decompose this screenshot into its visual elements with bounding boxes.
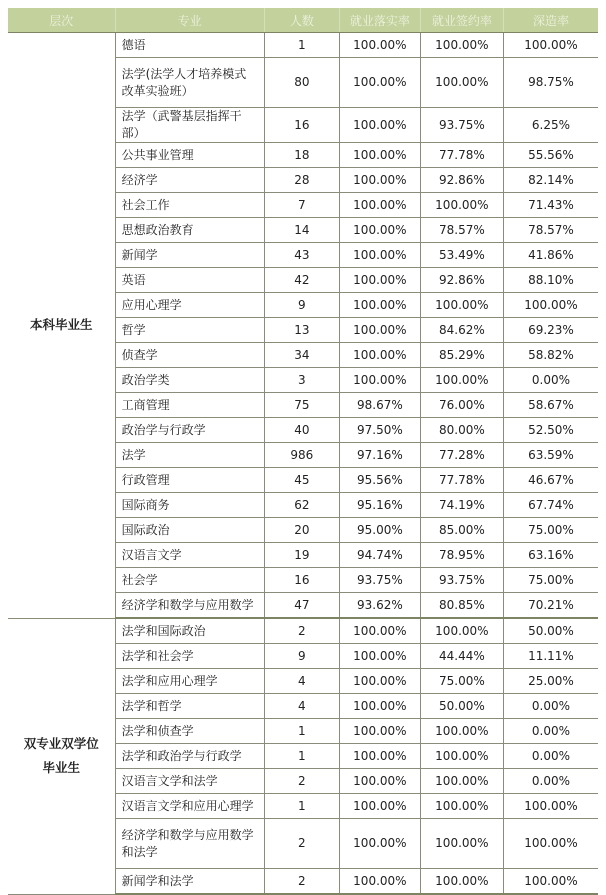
- placement-rate-cell: 100.00%: [339, 108, 420, 143]
- further-study-rate-cell: 67.74%: [503, 493, 598, 518]
- further-study-rate-cell: 75.00%: [503, 518, 598, 543]
- placement-rate-cell: 100.00%: [339, 618, 420, 644]
- further-study-rate-cell: 0.00%: [503, 694, 598, 719]
- further-study-rate-cell: 41.86%: [503, 243, 598, 268]
- major-cell: 法学和政治学与行政学: [115, 744, 264, 769]
- count-cell: 14: [264, 218, 339, 243]
- count-cell: 4: [264, 694, 339, 719]
- placement-rate-cell: 100.00%: [339, 368, 420, 393]
- count-cell: 20: [264, 518, 339, 543]
- signing-rate-cell: 100.00%: [420, 58, 503, 108]
- signing-rate-cell: 100.00%: [420, 368, 503, 393]
- signing-rate-cell: 100.00%: [420, 618, 503, 644]
- count-cell: 43: [264, 243, 339, 268]
- count-cell: 9: [264, 293, 339, 318]
- signing-rate-cell: 78.57%: [420, 218, 503, 243]
- count-cell: 3: [264, 368, 339, 393]
- placement-rate-cell: 100.00%: [339, 719, 420, 744]
- major-cell: 国际政治: [115, 518, 264, 543]
- placement-rate-cell: 98.67%: [339, 393, 420, 418]
- count-cell: 28: [264, 168, 339, 193]
- further-study-rate-cell: 100.00%: [503, 819, 598, 869]
- signing-rate-cell: 100.00%: [420, 819, 503, 869]
- placement-rate-cell: 100.00%: [339, 644, 420, 669]
- placement-rate-cell: 100.00%: [339, 218, 420, 243]
- count-cell: 75: [264, 393, 339, 418]
- major-cell: 政治学类: [115, 368, 264, 393]
- further-study-rate-cell: 75.00%: [503, 568, 598, 593]
- placement-rate-cell: 100.00%: [339, 869, 420, 895]
- placement-rate-cell: 100.00%: [339, 669, 420, 694]
- header-count: 人数: [264, 8, 339, 33]
- further-study-rate-cell: 88.10%: [503, 268, 598, 293]
- signing-rate-cell: 77.28%: [420, 443, 503, 468]
- table-row: [8, 33, 598, 58]
- placement-rate-cell: 100.00%: [339, 193, 420, 218]
- major-cell: 英语: [115, 268, 264, 293]
- count-cell: 16: [264, 108, 339, 143]
- placement-rate-cell: 100.00%: [339, 769, 420, 794]
- level-cell: 本科毕业生: [8, 33, 115, 619]
- count-cell: 13: [264, 318, 339, 343]
- major-cell: 国际商务: [115, 493, 264, 518]
- further-study-rate-cell: 63.16%: [503, 543, 598, 568]
- further-study-rate-cell: 0.00%: [503, 368, 598, 393]
- further-study-rate-cell: 100.00%: [503, 293, 598, 318]
- level-cell: 双专业双学位毕业生: [8, 618, 115, 894]
- major-cell: 政治学与行政学: [115, 418, 264, 443]
- major-cell: 德语: [115, 33, 264, 58]
- placement-rate-cell: 100.00%: [339, 343, 420, 368]
- major-cell: 社会工作: [115, 193, 264, 218]
- further-study-rate-cell: 82.14%: [503, 168, 598, 193]
- further-study-rate-cell: 46.67%: [503, 468, 598, 493]
- placement-rate-cell: 100.00%: [339, 744, 420, 769]
- major-cell: 法学和国际政治: [115, 618, 264, 644]
- count-cell: 42: [264, 268, 339, 293]
- count-cell: 1: [264, 33, 339, 58]
- table-row: [8, 618, 598, 644]
- further-study-rate-cell: 100.00%: [503, 869, 598, 895]
- count-cell: 986: [264, 443, 339, 468]
- count-cell: 1: [264, 719, 339, 744]
- signing-rate-cell: 100.00%: [420, 769, 503, 794]
- major-cell: 法学和哲学: [115, 694, 264, 719]
- count-cell: 16: [264, 568, 339, 593]
- major-cell: 法学（武警基层指挥干部）: [115, 108, 264, 143]
- placement-rate-cell: 100.00%: [339, 58, 420, 108]
- further-study-rate-cell: 52.50%: [503, 418, 598, 443]
- header-placement-rate: 就业落实率: [339, 8, 420, 33]
- major-cell: 新闻学: [115, 243, 264, 268]
- signing-rate-cell: 100.00%: [420, 744, 503, 769]
- placement-rate-cell: 97.50%: [339, 418, 420, 443]
- signing-rate-cell: 74.19%: [420, 493, 503, 518]
- count-cell: 2: [264, 869, 339, 895]
- table-header: [8, 8, 598, 33]
- placement-rate-cell: 100.00%: [339, 243, 420, 268]
- count-cell: 19: [264, 543, 339, 568]
- signing-rate-cell: 77.78%: [420, 468, 503, 493]
- header-row: [8, 8, 598, 33]
- header-major: 专业: [115, 8, 264, 33]
- header-further-study-rate: 深造率: [503, 8, 598, 33]
- major-cell: 法学(法学人才培养模式改革实验班）: [115, 58, 264, 108]
- major-cell: 法学: [115, 443, 264, 468]
- placement-rate-cell: 100.00%: [339, 143, 420, 168]
- placement-rate-cell: 94.74%: [339, 543, 420, 568]
- header-signing-rate: 就业签约率: [420, 8, 503, 33]
- major-cell: 经济学和数学与应用数学: [115, 593, 264, 619]
- major-cell: 经济学: [115, 168, 264, 193]
- count-cell: 2: [264, 769, 339, 794]
- placement-rate-cell: 100.00%: [339, 168, 420, 193]
- further-study-rate-cell: 69.23%: [503, 318, 598, 343]
- count-cell: 1: [264, 744, 339, 769]
- count-cell: 18: [264, 143, 339, 168]
- signing-rate-cell: 85.29%: [420, 343, 503, 368]
- major-cell: 应用心理学: [115, 293, 264, 318]
- signing-rate-cell: 76.00%: [420, 393, 503, 418]
- major-cell: 经济学和数学与应用数学和法学: [115, 819, 264, 869]
- placement-rate-cell: 100.00%: [339, 819, 420, 869]
- major-cell: 公共事业管理: [115, 143, 264, 168]
- major-cell: 汉语言文学和法学: [115, 769, 264, 794]
- placement-rate-cell: 95.56%: [339, 468, 420, 493]
- signing-rate-cell: 80.85%: [420, 593, 503, 619]
- placement-rate-cell: 95.00%: [339, 518, 420, 543]
- signing-rate-cell: 92.86%: [420, 268, 503, 293]
- further-study-rate-cell: 58.67%: [503, 393, 598, 418]
- count-cell: 62: [264, 493, 339, 518]
- further-study-rate-cell: 6.25%: [503, 108, 598, 143]
- further-study-rate-cell: 0.00%: [503, 719, 598, 744]
- count-cell: 2: [264, 618, 339, 644]
- further-study-rate-cell: 100.00%: [503, 794, 598, 819]
- count-cell: 34: [264, 343, 339, 368]
- count-cell: 9: [264, 644, 339, 669]
- major-cell: 法学和社会学: [115, 644, 264, 669]
- further-study-rate-cell: 50.00%: [503, 618, 598, 644]
- placement-rate-cell: 100.00%: [339, 694, 420, 719]
- signing-rate-cell: 75.00%: [420, 669, 503, 694]
- placement-rate-cell: 95.16%: [339, 493, 420, 518]
- signing-rate-cell: 100.00%: [420, 719, 503, 744]
- placement-rate-cell: 100.00%: [339, 794, 420, 819]
- count-cell: 47: [264, 593, 339, 619]
- major-cell: 汉语言文学和应用心理学: [115, 794, 264, 819]
- major-cell: 工商管理: [115, 393, 264, 418]
- table-body: [8, 33, 598, 895]
- count-cell: 80: [264, 58, 339, 108]
- major-cell: 法学和侦查学: [115, 719, 264, 744]
- placement-rate-cell: 100.00%: [339, 318, 420, 343]
- further-study-rate-cell: 98.75%: [503, 58, 598, 108]
- signing-rate-cell: 78.95%: [420, 543, 503, 568]
- count-cell: 2: [264, 819, 339, 869]
- signing-rate-cell: 100.00%: [420, 794, 503, 819]
- further-study-rate-cell: 11.11%: [503, 644, 598, 669]
- signing-rate-cell: 100.00%: [420, 869, 503, 895]
- signing-rate-cell: 93.75%: [420, 108, 503, 143]
- major-cell: 社会学: [115, 568, 264, 593]
- signing-rate-cell: 84.62%: [420, 318, 503, 343]
- signing-rate-cell: 100.00%: [420, 193, 503, 218]
- placement-rate-cell: 93.75%: [339, 568, 420, 593]
- major-cell: 法学和应用心理学: [115, 669, 264, 694]
- signing-rate-cell: 93.75%: [420, 568, 503, 593]
- placement-rate-cell: 97.16%: [339, 443, 420, 468]
- further-study-rate-cell: 58.82%: [503, 343, 598, 368]
- major-cell: 新闻学和法学: [115, 869, 264, 895]
- further-study-rate-cell: 0.00%: [503, 769, 598, 794]
- signing-rate-cell: 53.49%: [420, 243, 503, 268]
- count-cell: 45: [264, 468, 339, 493]
- major-cell: 汉语言文学: [115, 543, 264, 568]
- signing-rate-cell: 92.86%: [420, 168, 503, 193]
- signing-rate-cell: 100.00%: [420, 33, 503, 58]
- signing-rate-cell: 85.00%: [420, 518, 503, 543]
- major-cell: 哲学: [115, 318, 264, 343]
- further-study-rate-cell: 55.56%: [503, 143, 598, 168]
- further-study-rate-cell: 25.00%: [503, 669, 598, 694]
- major-cell: 行政管理: [115, 468, 264, 493]
- count-cell: 7: [264, 193, 339, 218]
- employment-statistics-table: [8, 8, 598, 895]
- count-cell: 1: [264, 794, 339, 819]
- placement-rate-cell: 100.00%: [339, 293, 420, 318]
- further-study-rate-cell: 71.43%: [503, 193, 598, 218]
- further-study-rate-cell: 63.59%: [503, 443, 598, 468]
- signing-rate-cell: 44.44%: [420, 644, 503, 669]
- count-cell: 4: [264, 669, 339, 694]
- signing-rate-cell: 80.00%: [420, 418, 503, 443]
- further-study-rate-cell: 70.21%: [503, 593, 598, 619]
- further-study-rate-cell: 0.00%: [503, 744, 598, 769]
- signing-rate-cell: 100.00%: [420, 293, 503, 318]
- count-cell: 40: [264, 418, 339, 443]
- signing-rate-cell: 50.00%: [420, 694, 503, 719]
- major-cell: 思想政治教育: [115, 218, 264, 243]
- header-level: 层次: [8, 8, 115, 33]
- further-study-rate-cell: 100.00%: [503, 33, 598, 58]
- placement-rate-cell: 100.00%: [339, 268, 420, 293]
- major-cell: 侦查学: [115, 343, 264, 368]
- further-study-rate-cell: 78.57%: [503, 218, 598, 243]
- signing-rate-cell: 77.78%: [420, 143, 503, 168]
- placement-rate-cell: 93.62%: [339, 593, 420, 619]
- placement-rate-cell: 100.00%: [339, 33, 420, 58]
